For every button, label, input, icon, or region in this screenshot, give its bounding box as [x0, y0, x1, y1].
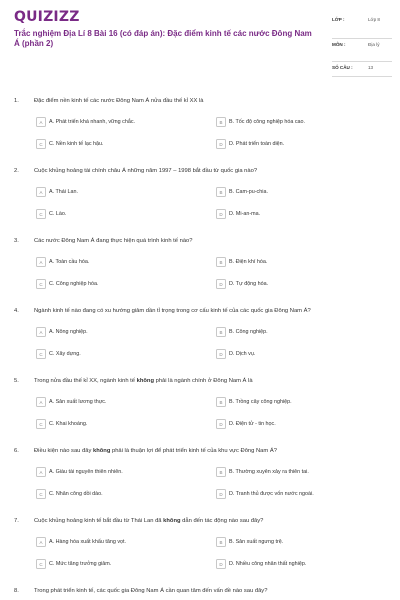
option-text: B. Công nghiệp.: [229, 329, 268, 335]
option-text: A. Nông nghiệp.: [49, 329, 88, 335]
option-letter-box: C: [36, 419, 46, 429]
option-text: D. Phát triển toàn diện.: [229, 141, 285, 147]
option-text: A. Sản xuất lương thực.: [49, 399, 107, 405]
option-text: C. Công nghiệp hóa.: [49, 281, 99, 287]
option-letter-box: A: [36, 257, 46, 267]
option-text: D. Mi-an-ma.: [229, 211, 261, 217]
question-text: 6. Điều kiện nào sau đây không phải là thuận lợi để phát triển kinh tế của khu vực Đông Nam Á?: [14, 448, 277, 454]
question-number: 2.: [14, 168, 19, 174]
meta-question-count: [332, 62, 392, 77]
option-letter-box: B: [216, 327, 226, 337]
meta-count-value: 13: [368, 65, 374, 70]
option-letter-box: D: [216, 349, 226, 359]
option-text: C. Nền kinh tế lạc hậu.: [49, 141, 104, 147]
question-text: 8. Trong phát triển kinh tế, các quốc gia Đông Nam Á cần quan tâm đến vấn đề nào sau đây?: [14, 588, 268, 594]
option-text: C. Khai khoáng.: [49, 421, 88, 427]
option-letter-box: D: [216, 279, 226, 289]
option-letter-box: B: [216, 257, 226, 267]
option-text: D. Tự động hóa.: [229, 281, 269, 287]
option-text: A. Giàu tài nguyên thiên nhiên.: [49, 469, 123, 475]
option-letter-box: B: [216, 397, 226, 407]
option-text: B. Trồng cây công nghiệp.: [229, 399, 292, 405]
meta-count-label: SỐ CÂU :: [332, 65, 353, 70]
emphasis-word: không: [136, 378, 154, 384]
meta-subject: [332, 39, 392, 62]
option-letter-box: C: [36, 489, 46, 499]
option-text: A. Toàn cầu hóa.: [49, 259, 90, 265]
option-letter-box: C: [36, 559, 46, 569]
question-number: 3.: [14, 238, 19, 244]
emphasis-word: không: [163, 518, 181, 524]
option-letter-box: C: [36, 139, 46, 149]
option-letter-box: A: [36, 397, 46, 407]
option-text: B. Sản xuất ngưng trệ.: [229, 539, 284, 545]
option-letter-box: C: [36, 209, 46, 219]
option-text: B. Thường xuyên xảy ra thiên tai.: [229, 469, 309, 475]
option-letter-box: C: [36, 349, 46, 359]
emphasis-word: không: [92, 448, 111, 454]
question-number: 1.: [14, 98, 19, 104]
question-text: 7. Cuộc khủng hoảng kinh tế bắt đầu từ Thái Lan đã không dẫn đến tác động nào sau đây?: [14, 518, 264, 524]
page-title: Trắc nghiệm Địa Lí 8 Bài 16 (có đáp án): Đặc điểm kinh tế các nước Đông Nam Á (phần 2): [14, 29, 312, 48]
meta-subject-value: Địa lý: [368, 42, 380, 47]
option-text: D. Điện tử - tin học.: [229, 421, 276, 427]
option-letter-box: A: [36, 117, 46, 127]
option-text: D. Nhiều công nhân thất nghiệp.: [229, 561, 307, 567]
meta-grade-value: Lớp 8: [368, 17, 380, 22]
option-letter-box: A: [36, 187, 46, 197]
option-letter-box: D: [216, 139, 226, 149]
option-text: C. Xây dựng.: [49, 351, 81, 357]
question-text: 4. Ngành kinh tế nào đang có xu hướng giảm dần tỉ trọng trong cơ cấu kinh tế của các quốc gia Đông Nam Á?: [14, 308, 311, 314]
meta-grade-label: LỚP :: [332, 17, 345, 22]
option-letter-box: D: [216, 559, 226, 569]
option-letter-box: C: [36, 279, 46, 289]
option-letter-box: D: [216, 209, 226, 219]
option-text: C. Mức tăng trưởng giảm.: [49, 561, 112, 567]
question-number: 8.: [14, 588, 19, 594]
option-text: B. Tốc độ công nghiệp hóa cao.: [229, 119, 306, 125]
page-header: [0, 0, 400, 88]
option-text: D. Dịch vụ.: [229, 351, 256, 357]
question-number: 5.: [14, 378, 19, 384]
option-text: A. Thái Lan.: [49, 189, 78, 195]
question-number: 7.: [14, 518, 19, 524]
option-text: A. Hàng hóa xuất khẩu tăng vọt.: [49, 539, 127, 545]
option-text: C. Lào.: [49, 211, 67, 217]
option-text: B. Điện khí hóa.: [229, 259, 268, 265]
option-letter-box: A: [36, 467, 46, 477]
option-text: D. Tranh thủ được vốn nước ngoài.: [229, 491, 314, 497]
option-letter-box: B: [216, 537, 226, 547]
option-letter-box: D: [216, 489, 226, 499]
option-letter-box: B: [216, 117, 226, 127]
meta-grade: [332, 14, 392, 39]
question-number: 6.: [14, 448, 19, 454]
option-letter-box: A: [36, 327, 46, 337]
question-text: 1. Đặc điểm nền kinh tế các nước Đông Nam Á nửa đầu thế kỉ XX là: [14, 98, 204, 104]
question-number: 4.: [14, 308, 19, 314]
question-text: 2. Cuộc khủng hoảng tài chính châu Á những năm 1997 – 1998 bắt đầu từ quốc gia nào?: [14, 168, 258, 174]
option-letter-box: B: [216, 187, 226, 197]
option-text: B. Cam-pu-chia.: [229, 189, 268, 195]
option-letter-box: B: [216, 467, 226, 477]
option-text: A. Phát triển khá nhanh, vững chắc.: [49, 119, 136, 125]
meta-subject-label: MÔN :: [332, 42, 346, 47]
option-letter-box: D: [216, 419, 226, 429]
quiz-meta: [332, 14, 392, 77]
question-text: 3. Các nước Đông Nam Á đang thực hiện quá trình kinh tế nào?: [14, 238, 193, 244]
question-text: 5. Trong nửa đầu thế kỉ XX, ngành kinh tế không phải là ngành chính ở Đông Nam Á là: [14, 378, 253, 384]
option-text: C. Nhân công dồi dào.: [49, 491, 103, 497]
quizizz-logo: QUIZIZZ: [14, 9, 80, 25]
option-letter-box: A: [36, 537, 46, 547]
